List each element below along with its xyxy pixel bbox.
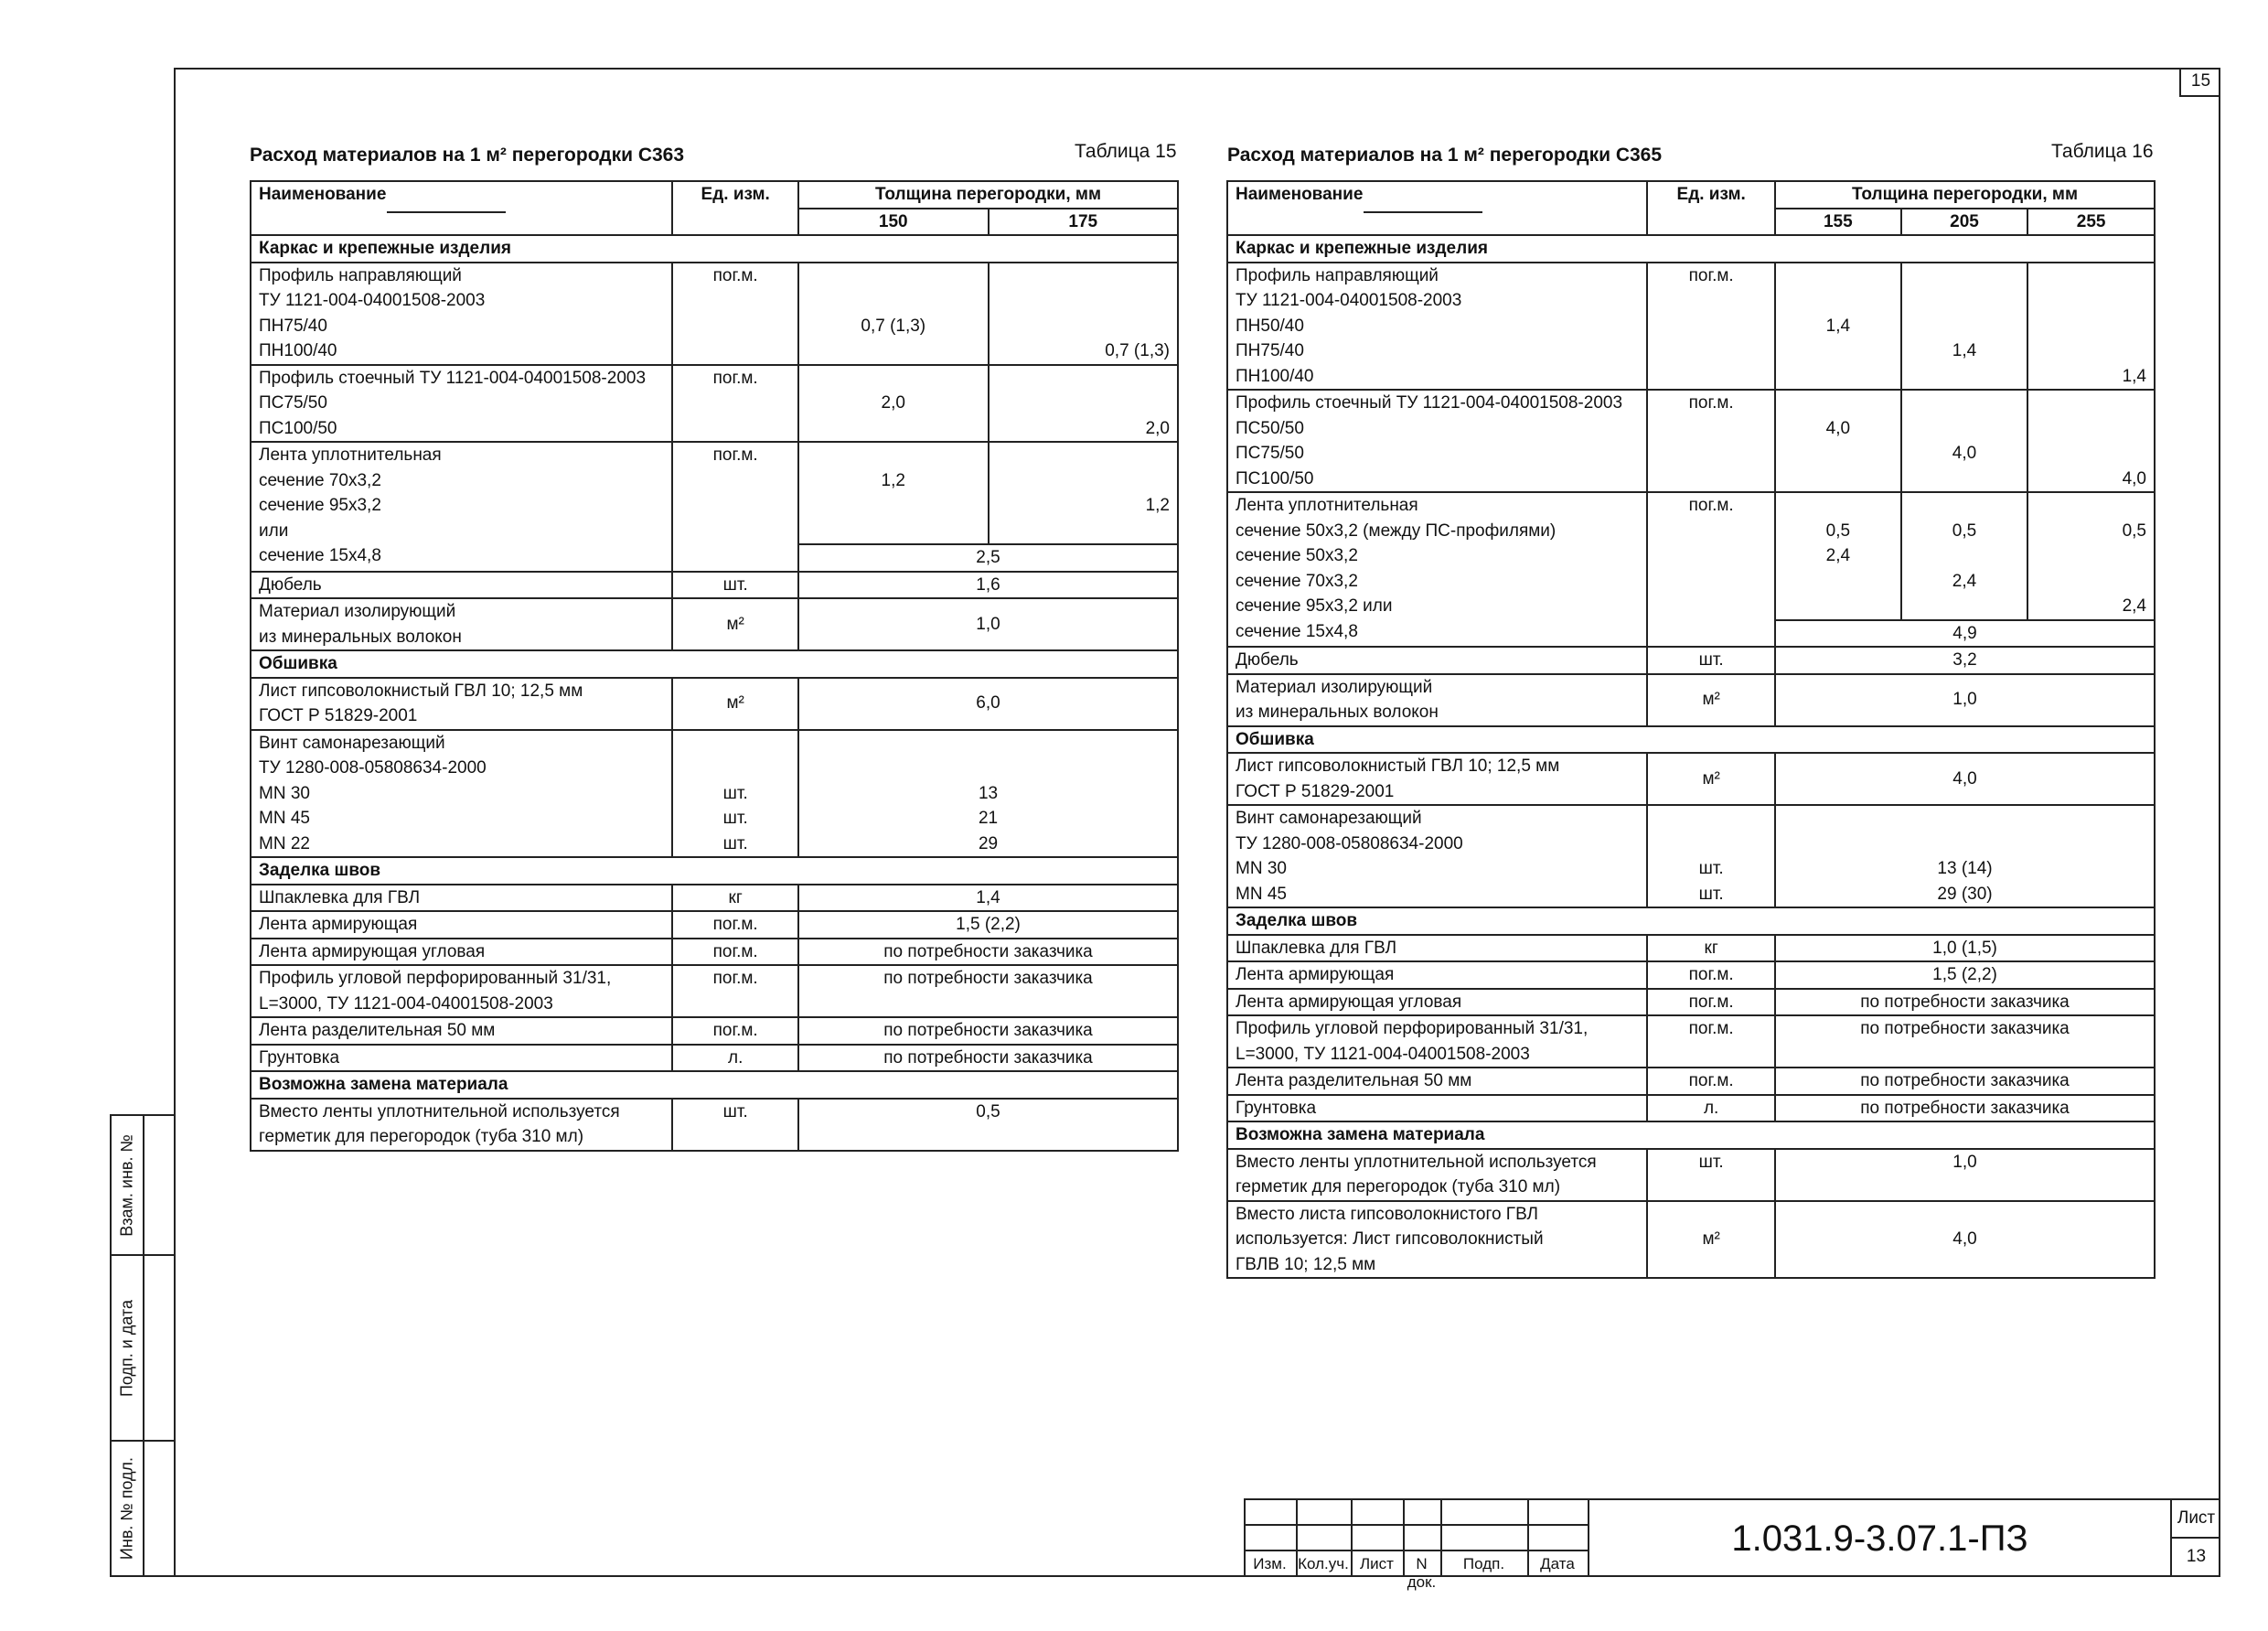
table-row: Профиль направляющий ТУ 1121-004-04001508-2003 ПН50/40 ПН75/40 ПН100/40 пог.м. 1,4 1,4 1,4 xyxy=(1227,263,2155,391)
table-row: Лента армирующая угловая пог.м. по потребности заказчика xyxy=(251,939,1178,966)
table-row: Лента армирующая угловая пог.м. по потребности заказчика xyxy=(1227,989,2155,1016)
table-row: Лента разделительная 50 мм пог.м. по потребности заказчика xyxy=(251,1017,1178,1045)
tb-label-sign: Подп. xyxy=(1462,1555,1505,1572)
table-row: Профиль направляющий ТУ 1121-004-04001508-2003 ПН75/40 ПН100/40 пог.м. 0,7 (1,3) 0,7 (1,3) xyxy=(251,263,1178,365)
tb-sheet-label: Лист xyxy=(2172,1500,2220,1539)
table-row: Профиль угловой перфорированный 31/31, L=3000, ТУ 1121-004-04001508-2003 пог.м. по потребности заказчика xyxy=(251,965,1178,1017)
table-row: Шпаклевка для ГВЛ кг 1,4 xyxy=(251,885,1178,912)
table-row: Лента армирующая пог.м. 1,5 (2,2) xyxy=(1227,961,2155,989)
table15: Наименование Ед. изм. Толщина перегородки, мм 150 175 Каркас и крепежные изделия Профиль направляющий ТУ 1121-004-04001508-2003 ПН75/40 ПН100/40 пог.м. 0,7 (1,3) 0,7 (1,3) Профиль стоечный ТУ 1121-004-04001508-2003 ПС75/50 ПС100/50 пог.м. 2,0 2,0 Лента уплотнительная сечение 70х3,2 сечение 95х3,2 или сечение 15х4,8 пог.м. 1,2 1,2 2,5 Дюбель шт. 1,6 Материал изолирующий из минеральных волокон м² 1,0 Обшивка Лист гипсоволокнистый ГВЛ 10; 12,5 мм ГОСТ Р 51829-2001 м² 6,0 Винт самонарезающий ТУ 1280-008-05808634-2000 MN 30 MN 45 MN 22 шт. шт. шт. 13 21 29 Заделка швов Шпаклевка для ГВЛ кг 1,4 Лента армирующая пог.м. 1,5 (2,2) Лента армирующая угловая пог.м. по потребности заказчика Профиль угловой перфорированный 31/31, L=3000, ТУ 1121-004-04001508-2003 пог.м. по потребности заказчика Лента разделительная 50 мм пог.м. по потребности заказчика Грунтовка л. по потребности заказчика Возможна замена материала Вместо ленты уплотнительной используется герметик для перегородок (туба 310 мл) шт. 0,5 xyxy=(250,180,1179,1152)
title-block xyxy=(1244,1498,2220,1591)
tb-label-change: Изм. xyxy=(1253,1555,1287,1572)
table15-title: Расход материалов на 1 м² перегородки С363 xyxy=(250,145,685,166)
table15-r1-name: Профиль направляющий ТУ 1121-004-04001508-2003 ПН75/40 ПН100/40 xyxy=(251,263,672,365)
table-row: Винт самонарезающий ТУ 1280-008-05808634-2000 MN 30 MN 45 шт. шт. 13 (14) 29 (30) xyxy=(1227,805,2155,907)
table16-section-joint: Заделка швов xyxy=(1227,907,2155,935)
table16-head-t2: 205 xyxy=(1901,209,2028,236)
stamp-cell-original-inv xyxy=(110,1440,176,1577)
margin-stamp xyxy=(110,1114,176,1577)
table-row: Шпаклевка для ГВЛ кг 1,0 (1,5) xyxy=(1227,935,2155,962)
stamp-cell-sign-date xyxy=(110,1254,176,1442)
table15-header-row xyxy=(251,181,1178,209)
tb-label-sheet: Лист xyxy=(1360,1555,1394,1572)
table15-head-thickness: Толщина перегородки, мм xyxy=(798,181,1178,209)
stamp-label-sign-date: Подп. и дата xyxy=(117,1299,136,1397)
table-row: Винт самонарезающий ТУ 1280-008-05808634-2000 MN 30 MN 45 MN 22 шт. шт. шт. 13 21 29 xyxy=(251,730,1178,858)
table-row: Лист гипсоволокнистый ГВЛ 10; 12,5 мм ГОСТ Р 51829-2001 м² 6,0 xyxy=(251,678,1178,730)
table-row: Грунтовка л. по потребности заказчика xyxy=(1227,1095,2155,1122)
table15-section-sheath: Обшивка xyxy=(251,650,1178,678)
table-row: Лист гипсоволокнистый ГВЛ 10; 12,5 мм ГОСТ Р 51829-2001 м² 4,0 xyxy=(1227,753,2155,805)
tb-sheet-value: 13 xyxy=(2186,1547,2207,1566)
table15-head-name: Наименование xyxy=(251,181,672,235)
table16: Наименование Ед. изм. Толщина перегородки, мм 155 205 255 Каркас и крепежные изделия Профиль направляющий ТУ 1121-004-04001508-2003 ПН50/40 ПН75/40 ПН100/40 пог.м. 1,4 1,4 1,4 Профиль стоечный ТУ 1121-004-04001508-2003 ПС50/50 ПС75/50 ПС100/50 пог.м. 4,0 4,0 4,0 Лента уплотнительная сечение 50х3,2 (между ПС-профилями) сечение 50х3,2 сечение 70х3,2 сечение 95х3,2 или сечение 15х4,8 пог.м. 0,5 2,4 0,5 2,4 0,5 2,4 4,9 Дюбель шт. 3,2 Материал изолирующий из минеральных волокон м² 1,0 Обшивка Лист гипсоволокнистый ГВЛ 10; 12,5 мм ГОСТ Р 51829-2001 м² 4,0 Винт самонарезающий ТУ 1280-008-05808634-2000 MN 30 MN 45 шт. шт. 13 (14) 29 (30) Заделка швов Шпаклевка для ГВЛ кг 1,0 (1,5) Лента армирующая пог.м. 1,5 (2,2) Лента армирующая угловая пог.м. по потребности заказчика Профиль угловой перфорированный 31/31, L=3000, ТУ 1121-004-04001508-2003 пог.м. по потребности заказчика Лента разделительная 50 мм пог.м. по потребности заказчика Грунтовка л. по потребности заказчика Возможна замена материала Вместо ленты уплотнительной используется герметик для перегородок (туба 310 мл) шт. 1,0 Вместо листа гипсоволокнистого ГВЛ используется: Лист гипсоволокнистый ГВЛВ 10; 12,5 мм м² 4,0 xyxy=(1226,180,2156,1279)
tb-label-doc: N док. xyxy=(1407,1555,1437,1591)
table15-number: Таблица 15 xyxy=(1075,141,1177,162)
stamp-cell-replace xyxy=(110,1114,176,1256)
tb-label-date: Дата xyxy=(1540,1555,1575,1572)
table15-section-replace: Возможна замена материала xyxy=(251,1071,1178,1099)
table15-head-t2: 175 xyxy=(989,209,1179,236)
table-row: Лента разделительная 50 мм пог.м. по потребности заказчика xyxy=(1227,1068,2155,1095)
table16-section-replace: Возможна замена материала xyxy=(1227,1121,2155,1149)
table-row: Вместо листа гипсоволокнистого ГВЛ используется: Лист гипсоволокнистый ГВЛВ 10; 12,5 мм м² 4,0 xyxy=(1227,1201,2155,1279)
table-row: Профиль угловой перфорированный 31/31, L=3000, ТУ 1121-004-04001508-2003 пог.м. по потребности заказчика xyxy=(1227,1015,2155,1068)
document-code: 1.031.9-3.07.1-ПЗ xyxy=(1588,1498,2170,1577)
sheet-number: 15 xyxy=(2179,68,2220,97)
table-row: Профиль стоечный ТУ 1121-004-04001508-2003 ПС50/50 ПС75/50 ПС100/50 пог.м. 4,0 4,0 4,0 xyxy=(1227,390,2155,492)
table-row: Вместо ленты уплотнительной используется герметик для перегородок (туба 310 мл) шт. 1,0 xyxy=(1227,1149,2155,1201)
tb-label-count: Кол.уч. xyxy=(1298,1555,1349,1572)
table15-head-t1: 150 xyxy=(798,209,988,236)
table16-head-unit: Ед. изм. xyxy=(1647,181,1775,235)
title-block-revision-grid xyxy=(1244,1498,1588,1591)
stamp-label-original-inv: Инв. № подл. xyxy=(117,1456,136,1561)
table-row: Лента армирующая пог.м. 1,5 (2,2) xyxy=(251,911,1178,939)
table-row: Лента уплотнительная сечение 50х3,2 (между ПС-профилями) сечение 50х3,2 сечение 70х3,2 сечение 95х3,2 или сечение 15х4,8 пог.м. 0,5 2,4 0,5 2,4 0,5 2,4 xyxy=(1227,492,2155,620)
table-row: Вместо ленты уплотнительной используется герметик для перегородок (туба 310 мл) шт. 0,5 xyxy=(251,1099,1178,1151)
table16-section-sheath: Обшивка xyxy=(1227,726,2155,754)
stamp-label-replace-inv: Взам. инв. № xyxy=(117,1133,136,1237)
table16-title: Расход материалов на 1 м² перегородки С365 xyxy=(1227,145,1663,166)
table16-number: Таблица 16 xyxy=(2051,141,2154,162)
table16-head-thickness: Толщина перегородки, мм xyxy=(1775,181,2155,209)
table16-section-frame: Каркас и крепежные изделия xyxy=(1227,235,2155,263)
table-row: Дюбель шт. 3,2 xyxy=(1227,647,2155,674)
table-row: Материал изолирующий из минеральных волокон м² 1,0 xyxy=(251,598,1178,650)
table16-head-t3: 255 xyxy=(2027,209,2155,236)
table-row: Материал изолирующий из минеральных волокон м² 1,0 xyxy=(1227,674,2155,726)
table-row: Лента уплотнительная сечение 70х3,2 сечение 95х3,2 или сечение 15х4,8 пог.м. 1,2 1,2 xyxy=(251,442,1178,544)
table16-head-t1: 155 xyxy=(1775,209,1901,236)
table15-section-joint: Заделка швов xyxy=(251,857,1178,885)
table15-section-frame: Каркас и крепежные изделия xyxy=(251,235,1178,263)
table-row: Профиль стоечный ТУ 1121-004-04001508-2003 ПС75/50 ПС100/50 пог.м. 2,0 2,0 xyxy=(251,365,1178,443)
table-row: Дюбель шт. 1,6 xyxy=(251,572,1178,599)
table15-head-unit: Ед. изм. xyxy=(672,181,798,235)
table-row: Грунтовка л. по потребности заказчика xyxy=(251,1045,1178,1072)
title-block-sheet xyxy=(2170,1498,2220,1577)
table16-head-name: Наименование xyxy=(1227,181,1647,235)
